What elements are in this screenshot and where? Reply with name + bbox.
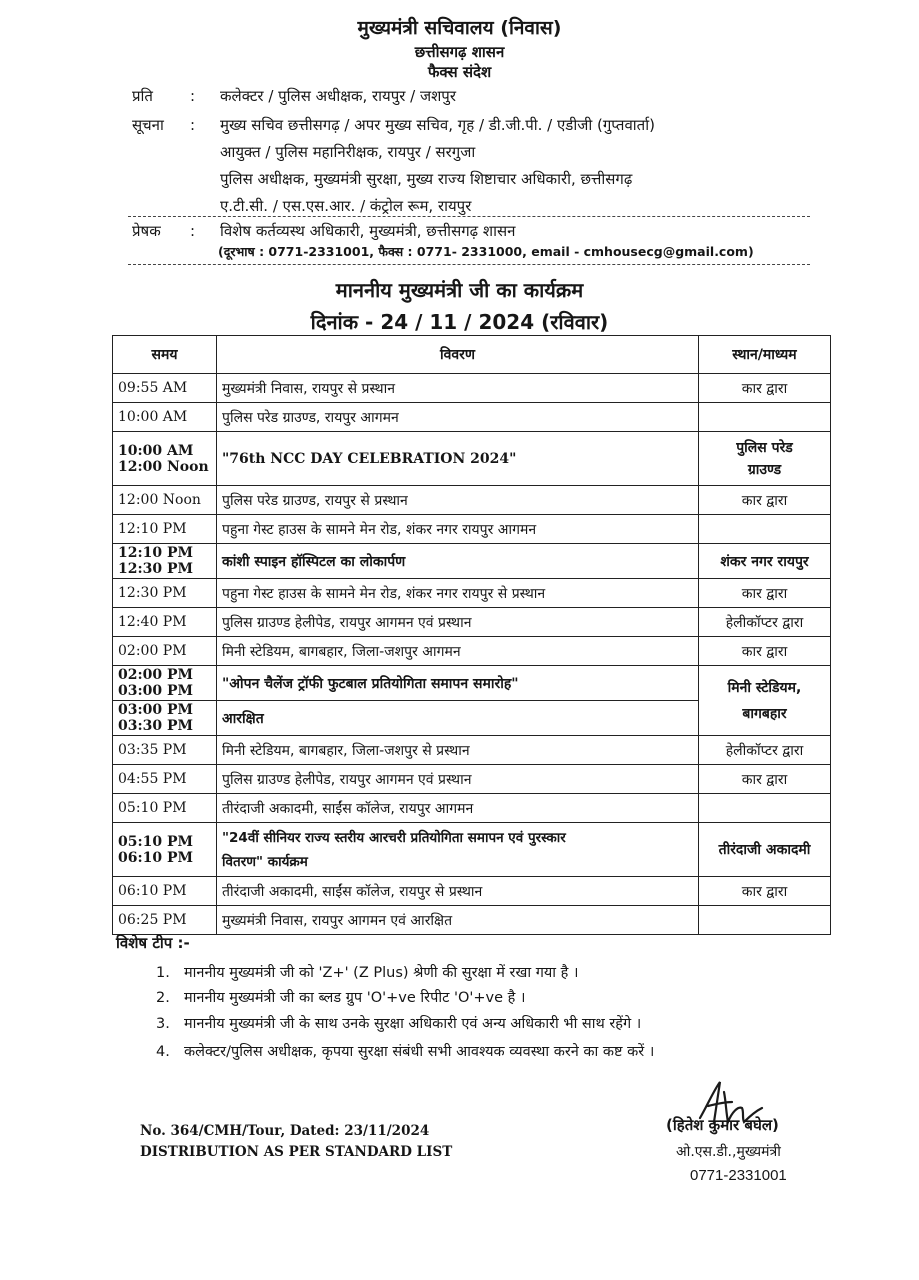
note-item [156, 1041, 654, 1061]
place-line-1: पुलिस परेड [736, 439, 793, 456]
note-item [156, 987, 525, 1007]
note-number: 1. [156, 965, 170, 981]
row-time: 04:55 PM [113, 765, 217, 794]
detail-line-2: वितरण" कार्यक्रम [222, 853, 308, 870]
time-start: 10:00 AM [118, 442, 194, 459]
note-text: माननीय मुख्यमंत्री जी का ब्लड ग्रुप 'O'+ve रिपीट 'O'+ve है । [184, 990, 526, 1006]
to-value: कलेक्टर / पुलिस अधीक्षक, रायपुर / जशपुर [220, 87, 456, 105]
row-place [699, 515, 831, 544]
info-line [132, 115, 655, 135]
row-detail: पहुना गेस्ट हाउस के सामने मेन रोड, शंकर नगर रायपुर से प्रस्थान [217, 579, 699, 608]
to-label: प्रति [132, 87, 153, 105]
place-line-2: बागबहार [742, 705, 787, 722]
row-time: 12:30 PM [113, 579, 217, 608]
row-time [113, 823, 217, 877]
row-time: 06:10 PM [113, 877, 217, 906]
table-row [113, 374, 831, 403]
row-place: कार द्वारा [699, 877, 831, 906]
table-row [113, 736, 831, 765]
row-detail: मुख्यमंत्री निवास, रायपुर आगमन एवं आरक्षित [217, 906, 699, 935]
divider [128, 264, 810, 265]
to-colon: : [190, 87, 196, 105]
table-row [113, 823, 831, 877]
row-detail: आरक्षित [217, 701, 699, 736]
row-time: 12:00 Noon [113, 486, 217, 515]
row-place [699, 432, 831, 486]
row-place: शंकर नगर रायपुर [699, 544, 831, 579]
time-end: 12:30 PM [118, 561, 194, 577]
table-row [113, 515, 831, 544]
programme-title: माननीय मुख्यमंत्री जी का कार्यक्रम [335, 278, 584, 302]
table-row [113, 608, 831, 637]
table-row [113, 432, 831, 486]
table-row [113, 794, 831, 823]
info-value: मुख्य सचिव छत्तीसगढ़ / अपर मुख्य सचिव, गृह / डी.जी.पी. / एडीजी (गुप्तवार्ता) [220, 116, 655, 134]
time-end: 06:10 PM [118, 849, 194, 866]
document-type: फैक्स संदेश [427, 63, 492, 81]
note-text: माननीय मुख्यमंत्री जी के साथ उनके सुरक्षा अधिकारी एवं अन्य अधिकारी भी साथ रहेंगे । [184, 1016, 642, 1032]
table-row [113, 877, 831, 906]
row-place: कार द्वारा [699, 486, 831, 515]
schedule-table [112, 335, 831, 935]
sender-label: प्रेषक [132, 222, 161, 240]
table-header-row [113, 336, 831, 374]
row-time: 03:35 PM [113, 736, 217, 765]
note-text: कलेक्टर/पुलिस अधीक्षक, कृपया सुरक्षा संबंधी सभी आवश्यक व्यवस्था करने का कष्ट करें । [184, 1044, 655, 1060]
govt-title: छत्तीसगढ़ शासन [414, 43, 505, 61]
note-item [156, 962, 578, 982]
row-detail: "ओपन चैलेंज ट्रॉफी फुटबाल प्रतियोगिता समापन समारोह" [217, 666, 699, 701]
sender-value: विशेष कर्तव्यस्थ अधिकारी, मुख्यमंत्री, छत्तीसगढ़ शासन [220, 222, 516, 240]
row-detail: "76th NCC DAY CELEBRATION 2024" [217, 432, 699, 486]
divider [128, 216, 810, 217]
time-start: 03:00 PM [118, 702, 194, 718]
time-start: 05:10 PM [118, 833, 194, 850]
table-row [113, 637, 831, 666]
row-time [113, 701, 217, 736]
row-detail: पुलिस परेड ग्राउण्ड, रायपुर से प्रस्थान [217, 486, 699, 515]
row-place: हेलीकॉप्टर द्वारा [699, 736, 831, 765]
programme-date: दिनांक - 24 / 11 / 2024 (रविवार) [310, 310, 609, 334]
row-time: 05:10 PM [113, 794, 217, 823]
signatory-phone: 0771-2331001 [690, 1167, 787, 1184]
row-time: 02:00 PM [113, 637, 217, 666]
row-detail: पहुना गेस्ट हाउस के सामने मेन रोड, शंकर नगर रायपुर आगमन [217, 515, 699, 544]
row-time [113, 432, 217, 486]
table-row [113, 666, 831, 701]
row-detail [217, 823, 699, 877]
row-detail: मिनी स्टेडियम, बागबहार, जिला-जशपुर से प्रस्थान [217, 736, 699, 765]
row-place [699, 794, 831, 823]
reference-number: No. 364/CMH/Tour, Dated: 23/11/2024 [140, 1123, 430, 1139]
detail-line-1: "24वीं सीनियर राज्य स्तरीय आरचरी प्रतियोगिता समापन एवं पुरस्कार [222, 829, 566, 846]
row-place [699, 906, 831, 935]
row-detail: पुलिस ग्राउण्ड हेलीपेड, रायपुर आगमन एवं प्रस्थान [217, 765, 699, 794]
row-place: हेलीकॉप्टर द्वारा [699, 608, 831, 637]
row-detail: पुलिस ग्राउण्ड हेलीपेड, रायपुर आगमन एवं प्रस्थान [217, 608, 699, 637]
row-place: कार द्वारा [699, 637, 831, 666]
row-time: 12:40 PM [113, 608, 217, 637]
place-line-1: मिनी स्टेडियम, [727, 679, 802, 696]
table-row [113, 765, 831, 794]
row-detail: पुलिस परेड ग्राउण्ड, रायपुर आगमन [217, 403, 699, 432]
table-row [113, 403, 831, 432]
row-place: कार द्वारा [699, 579, 831, 608]
time-end: 12:00 Noon [118, 458, 209, 475]
row-time: 09:55 AM [113, 374, 217, 403]
time-end: 03:00 PM [118, 683, 194, 699]
place-line-2: ग्राउण्ड [747, 461, 782, 478]
row-detail: मिनी स्टेडियम, बागबहार, जिला-जशपुर आगमन [217, 637, 699, 666]
info-colon: : [190, 116, 196, 134]
sender-colon: : [190, 222, 196, 240]
row-detail: तीरंदाजी अकादमी, साईंस कॉलेज, रायपुर से प्रस्थान [217, 877, 699, 906]
signatory-name: (हितेश कुमार बघेल) [666, 1116, 779, 1134]
note-text: माननीय मुख्यमंत्री जी को 'Z+' (Z Plus) श्रेणी की सुरक्षा में रखा गया है । [184, 965, 579, 981]
row-detail: कांशी स्पाइन हॉस्पिटल का लोकार्पण [217, 544, 699, 579]
row-time [113, 544, 217, 579]
header-place: स्थान/माध्यम [699, 336, 831, 374]
info-line-2: आयुक्त / पुलिस महानिरीक्षक, रायपुर / सरगुजा [220, 143, 476, 161]
row-place: कार द्वारा [699, 374, 831, 403]
time-end: 03:30 PM [118, 718, 194, 734]
note-item [156, 1013, 641, 1033]
row-place [699, 666, 831, 736]
info-line-3: पुलिस अधीक्षक, मुख्यमंत्री सुरक्षा, मुख्य राज्य शिष्टाचार अधिकारी, छत्तीसगढ़ [220, 170, 633, 188]
note-number: 4. [156, 1044, 170, 1060]
note-number: 2. [156, 990, 170, 1006]
distribution-note: DISTRIBUTION AS PER STANDARD LIST [140, 1144, 453, 1160]
row-detail: तीरंदाजी अकादमी, साईंस कॉलेज, रायपुर आगमन [217, 794, 699, 823]
row-time [113, 666, 217, 701]
row-place: तीरंदाजी अकादमी [699, 823, 831, 877]
time-start: 02:00 PM [118, 667, 194, 683]
row-time: 12:10 PM [113, 515, 217, 544]
row-place: कार द्वारा [699, 765, 831, 794]
info-label: सूचना [132, 116, 164, 134]
contact-details: (दूरभाष : 0771-2331001, फैक्स : 0771- 2331000, email - cmhousecg@gmail.com) [218, 244, 754, 259]
info-line-4: ए.टी.सी. / एस.एस.आर. / कंट्रोल रूम, रायपुर [220, 197, 472, 215]
header-detail: विवरण [217, 336, 699, 374]
row-detail: मुख्यमंत्री निवास, रायपुर से प्रस्थान [217, 374, 699, 403]
header-time: समय [113, 336, 217, 374]
row-time: 10:00 AM [113, 403, 217, 432]
signatory-designation: ओ.एस.डी.,मुख्यमंत्री [676, 1144, 781, 1160]
time-start: 12:10 PM [118, 545, 194, 561]
sender-line [132, 221, 515, 241]
table-row [113, 906, 831, 935]
table-row [113, 579, 831, 608]
to-line [132, 86, 456, 106]
row-place [699, 403, 831, 432]
table-row [113, 544, 831, 579]
table-row [113, 486, 831, 515]
row-time: 06:25 PM [113, 906, 217, 935]
note-number: 3. [156, 1016, 170, 1032]
office-title: मुख्यमंत्री सचिवालय (निवास) [357, 17, 562, 39]
notes-heading: विशेष टीप :- [116, 934, 190, 952]
